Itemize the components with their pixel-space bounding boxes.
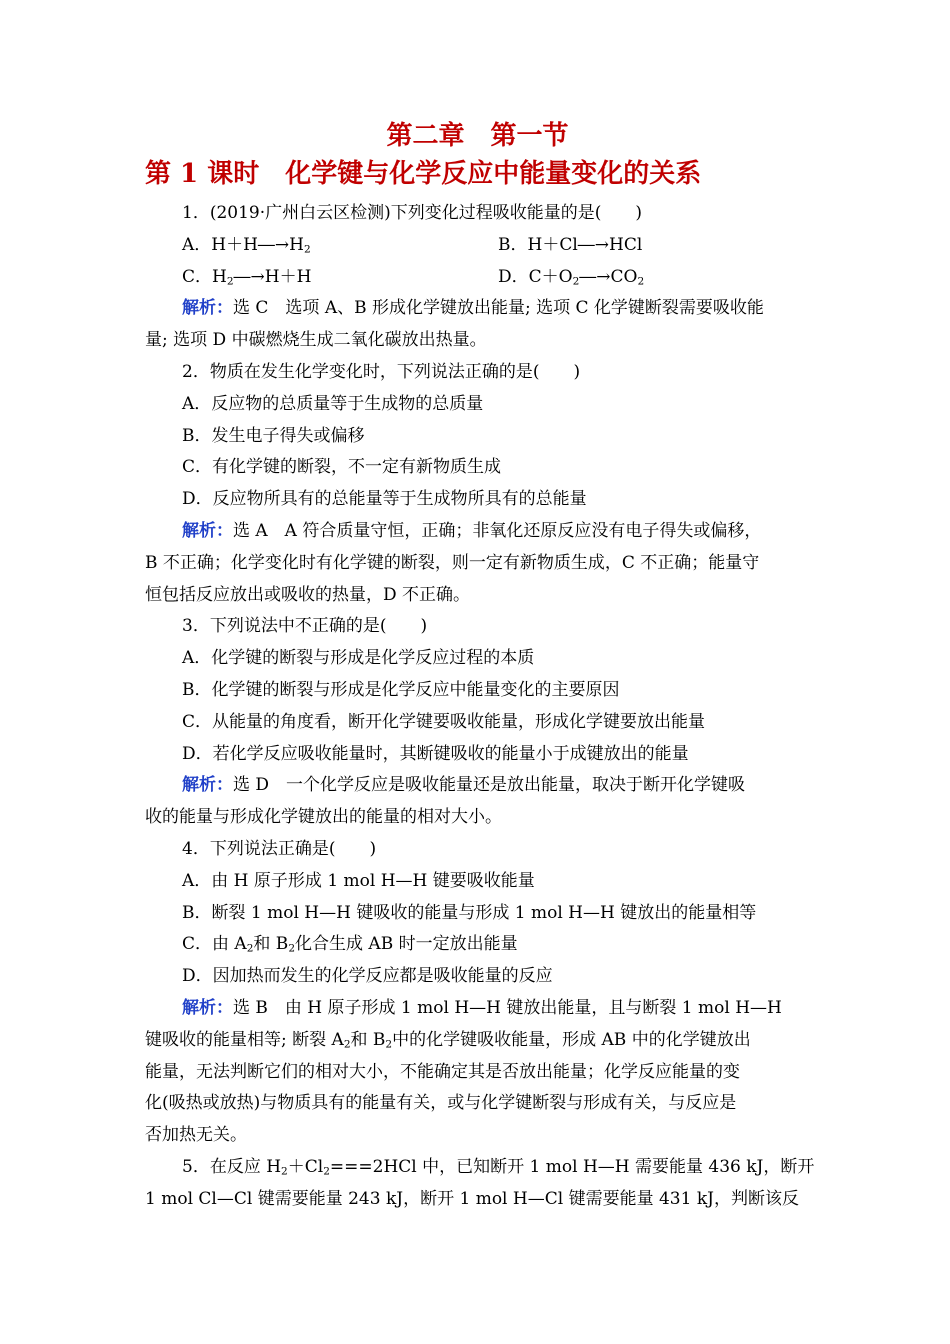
option-c: C．由 $A_2$和 $B_2$化合生成 AB 时一定放出能量 (182, 934, 518, 955)
option-a: A．$H+H―\to H_2$ (182, 234, 311, 256)
analysis-cont: B 不正确；化学变化时有化学键的断裂，则一定有新物质生成，C 不正确；能量守 (145, 552, 760, 573)
analysis: 解析：选 A A 符合质量守恒，正确；非氧化还原反应没有电子得失或偏移， (182, 520, 762, 541)
question-stem: 4．下列说法正确是( ) (182, 838, 377, 859)
question-stem: 5．在反应 $H_2+Cl_2===2HCl$ 中，已知断开 1 mol H—H 需要能量 436 kJ，断开 (182, 1156, 815, 1178)
option-b: B．发生电子得失或偏移 (182, 425, 365, 446)
question-stem: 1．(2019·广州白云区检测)下列变化过程吸收能量的是( ) (182, 203, 643, 223)
option-d: D．反应物所具有的总能量等于生成物所具有的总能量 (182, 489, 587, 510)
option-d: D．若化学反应吸收能量时，其断键吸收的能量小于成键放出的能量 (182, 743, 689, 764)
analysis-label: 解析： (182, 520, 233, 541)
question-4 (145, 834, 810, 1152)
question-stem: 2．物质在发生化学变化时，下列说法正确的是( ) (182, 361, 581, 382)
option-c: C．$H_2―\to H+H$ (182, 266, 312, 288)
option-a: A．由 H 原子形成 1 mol H—H 键要吸收能量 (182, 870, 535, 891)
lesson-title: 第 1 课时 化学键与化学反应中能量变化的关系 (145, 159, 702, 189)
question-stem-cont: 1 mol Cl—Cl 键需要能量 243 kJ，断开 1 mol H—Cl 键需要能量 431 kJ，判断该反 (145, 1188, 799, 1209)
option-row (145, 230, 810, 262)
option-row (145, 262, 810, 294)
question-2 (145, 357, 810, 611)
analysis-cont: 收的能量与形成化学键放出的能量的相对大小。 (145, 807, 502, 828)
option-d: D．因加热而发生的化学反应都是吸收能量的反应 (182, 966, 553, 987)
analysis-cont: 键吸收的能量相等; 断裂 $A_2$和 $B_2$中的化学键吸收能量，形成 AB 中的化学键放出 (145, 1029, 751, 1051)
question-stem: 3．下列说法中不正确的是( ) (182, 616, 428, 637)
question-5 (145, 1152, 815, 1216)
analysis-cont: 否加热无关。 (145, 1125, 247, 1146)
option-b: B．H＋Cl―→HCl (498, 234, 643, 255)
question-1 (145, 198, 810, 357)
analysis-cont: 量; 选项 D 中碳燃烧生成二氧化碳放出热量。 (145, 330, 487, 351)
option-a: A．化学键的断裂与形成是化学反应过程的本质 (182, 648, 535, 669)
option-a: A．反应物的总质量等于生成物的总质量 (182, 393, 484, 414)
document-page (145, 118, 815, 1216)
option-d: D．$C+O_2―\to CO_2$ (498, 266, 645, 288)
analysis-label: 解析： (182, 298, 233, 319)
analysis-label: 解析： (182, 997, 233, 1018)
chapter-title: 第二章 第一节 (386, 121, 569, 151)
option-b: B．断裂 1 mol H—H 键吸收的能量与形成 1 mol H—H 键放出的能量相等 (182, 902, 757, 923)
analysis-cont: 能量，无法判断它们的相对大小，不能确定其是否放出能量；化学反应能量的变 (145, 1061, 740, 1082)
question-3 (145, 611, 810, 834)
option-c: C．从能量的角度看，断开化学键要吸收能量，形成化学键要放出能量 (182, 711, 706, 732)
option-c: C．有化学键的断裂，不一定有新物质生成 (182, 457, 502, 478)
option-b: B．化学键的断裂与形成是化学反应中能量变化的主要原因 (182, 679, 620, 700)
analysis: 解析：选 C 选项 A、B 形成化学键放出能量; 选项 C 化学键断裂需要吸收能 (182, 298, 764, 319)
analysis: 解析：选 D 一个化学反应是吸收能量还是放出能量，取决于断开化学键吸 (182, 775, 746, 796)
analysis-label: 解析： (182, 775, 233, 796)
analysis-cont: 恒包括反应放出或吸收的热量，D 不正确。 (145, 584, 471, 605)
analysis-cont: 化(吸热或放热)与物质具有的能量有关，或与化学键断裂与形成有关，与反应是 (145, 1093, 737, 1114)
analysis: 解析：选 B 由 H 原子形成 1 mol H—H 键放出能量，且与断裂 1 mol H—H (182, 997, 782, 1018)
